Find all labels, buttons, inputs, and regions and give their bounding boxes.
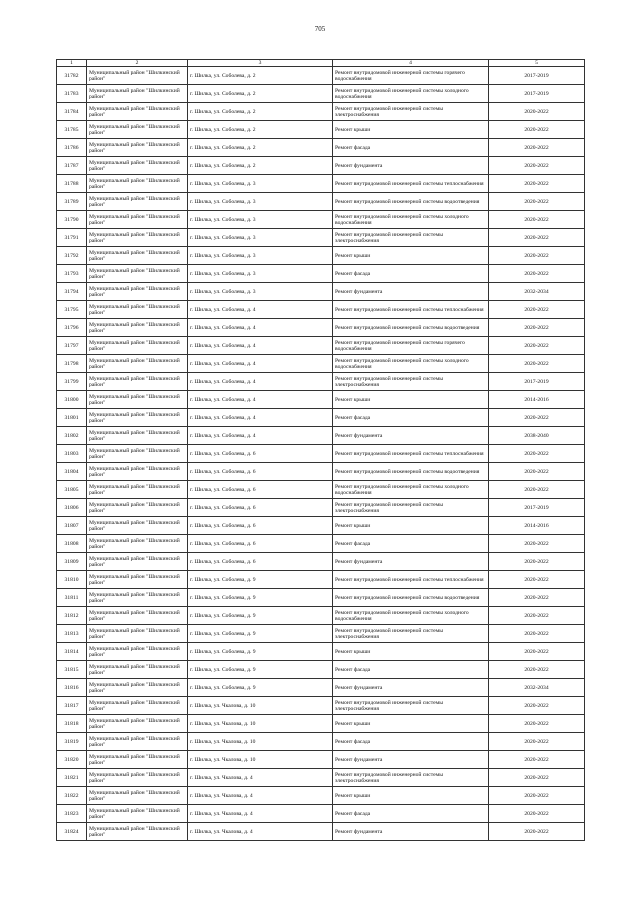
municipality-cell: Муниципальный район "Шилкинский район"	[87, 355, 188, 373]
address-cell: г. Шилка, ул. Соболева, д. 4	[188, 409, 333, 427]
work-type-cell: Ремонт крыши	[333, 715, 489, 733]
table-row	[57, 535, 585, 553]
table-row	[57, 283, 585, 301]
address-cell: г. Шилка, ул. Соболева, д. 9	[188, 661, 333, 679]
address-cell: г. Шилка, ул. Чкалова, д. 4	[188, 805, 333, 823]
period-cell: 2020-2022	[489, 301, 585, 319]
work-type-cell: Ремонт крыши	[333, 643, 489, 661]
work-type-cell: Ремонт внутридомовой инженерной системы холодного водоснабжения	[333, 355, 489, 373]
address-cell: г. Шилка, ул. Соболева, д. 4	[188, 427, 333, 445]
municipality-cell: Муниципальный район "Шилкинский район"	[87, 589, 188, 607]
table-row	[57, 301, 585, 319]
table-row	[57, 85, 585, 103]
period-cell: 2020-2022	[489, 103, 585, 121]
address-cell: г. Шилка, ул. Соболева, д. 3	[188, 175, 333, 193]
address-cell: г. Шилка, ул. Соболева, д. 6	[188, 445, 333, 463]
table-row	[57, 427, 585, 445]
municipality-cell: Муниципальный район "Шилкинский район"	[87, 535, 188, 553]
address-cell: г. Шилка, ул. Соболева, д. 6	[188, 517, 333, 535]
work-type-cell: Ремонт внутридомовой инженерной системы теплоснабжения	[333, 175, 489, 193]
period-cell: 2020-2022	[489, 589, 585, 607]
address-cell: г. Шилка, ул. Соболева, д. 6	[188, 553, 333, 571]
work-type-cell: Ремонт фасада	[333, 535, 489, 553]
period-cell: 2017-2019	[489, 85, 585, 103]
table-row	[57, 409, 585, 427]
row-number: 31782	[57, 67, 87, 85]
municipality-cell: Муниципальный район "Шилкинский район"	[87, 751, 188, 769]
work-type-cell: Ремонт внутридомовой инженерной системы холодного водоснабжения	[333, 211, 489, 229]
row-number: 31807	[57, 517, 87, 535]
header-col-2: 2	[87, 60, 188, 67]
period-cell: 2014-2016	[489, 517, 585, 535]
work-type-cell: Ремонт фундамента	[333, 823, 489, 841]
municipality-cell: Муниципальный район "Шилкинский район"	[87, 283, 188, 301]
table-row	[57, 229, 585, 247]
work-type-cell: Ремонт внутридомовой инженерной системы электроснабжения	[333, 373, 489, 391]
header-row	[57, 60, 585, 67]
work-type-cell: Ремонт внутридомовой инженерной системы электроснабжения	[333, 499, 489, 517]
address-cell: г. Шилка, ул. Соболева, д. 4	[188, 355, 333, 373]
row-number: 31788	[57, 175, 87, 193]
period-cell: 2020-2022	[489, 661, 585, 679]
work-type-cell: Ремонт крыши	[333, 247, 489, 265]
period-cell: 2020-2022	[489, 715, 585, 733]
address-cell: г. Шилка, ул. Соболева, д. 4	[188, 319, 333, 337]
work-type-cell: Ремонт фасада	[333, 661, 489, 679]
table-row	[57, 769, 585, 787]
table-row	[57, 643, 585, 661]
work-type-cell: Ремонт фундамента	[333, 157, 489, 175]
work-type-cell: Ремонт внутридомовой инженерной системы теплоснабжения	[333, 301, 489, 319]
municipality-cell: Муниципальный район "Шилкинский район"	[87, 301, 188, 319]
municipality-cell: Муниципальный район "Шилкинский район"	[87, 823, 188, 841]
row-number: 31814	[57, 643, 87, 661]
row-number: 31806	[57, 499, 87, 517]
municipality-cell: Муниципальный район "Шилкинский район"	[87, 373, 188, 391]
work-type-cell: Ремонт фундамента	[333, 679, 489, 697]
municipality-cell: Муниципальный район "Шилкинский район"	[87, 247, 188, 265]
municipality-cell: Муниципальный район "Шилкинский район"	[87, 67, 188, 85]
row-number: 31824	[57, 823, 87, 841]
period-cell: 2032-2034	[489, 679, 585, 697]
period-cell: 2020-2022	[489, 571, 585, 589]
address-cell: г. Шилка, ул. Соболева, д. 3	[188, 211, 333, 229]
period-cell: 2020-2022	[489, 247, 585, 265]
period-cell: 2020-2022	[489, 265, 585, 283]
municipality-cell: Муниципальный район "Шилкинский район"	[87, 319, 188, 337]
table-body	[57, 67, 585, 841]
table-row	[57, 265, 585, 283]
work-type-cell: Ремонт фасада	[333, 139, 489, 157]
table-row	[57, 103, 585, 121]
municipality-cell: Муниципальный район "Шилкинский район"	[87, 85, 188, 103]
table-row	[57, 139, 585, 157]
row-number: 31797	[57, 337, 87, 355]
row-number: 31804	[57, 463, 87, 481]
address-cell: г. Шилка, ул. Соболева, д. 9	[188, 589, 333, 607]
municipality-cell: Муниципальный район "Шилкинский район"	[87, 553, 188, 571]
row-number: 31818	[57, 715, 87, 733]
address-cell: г. Шилка, ул. Соболева, д. 4	[188, 301, 333, 319]
table-row	[57, 121, 585, 139]
table-row	[57, 373, 585, 391]
address-cell: г. Шилка, ул. Соболева, д. 6	[188, 499, 333, 517]
address-cell: г. Шилка, ул. Соболева, д. 3	[188, 229, 333, 247]
table-row	[57, 67, 585, 85]
work-type-cell: Ремонт крыши	[333, 787, 489, 805]
table-row	[57, 823, 585, 841]
address-cell: г. Шилка, ул. Соболева, д. 3	[188, 283, 333, 301]
row-number: 31786	[57, 139, 87, 157]
period-cell: 2020-2022	[489, 823, 585, 841]
work-type-cell: Ремонт внутридомовой инженерной системы электроснабжения	[333, 229, 489, 247]
period-cell: 2020-2022	[489, 139, 585, 157]
work-type-cell: Ремонт фасада	[333, 733, 489, 751]
table-row	[57, 697, 585, 715]
work-type-cell: Ремонт внутридомовой инженерной системы горячего водоснабжения	[333, 67, 489, 85]
municipality-cell: Муниципальный район "Шилкинский район"	[87, 787, 188, 805]
row-number: 31792	[57, 247, 87, 265]
row-number: 31783	[57, 85, 87, 103]
table-row	[57, 157, 585, 175]
row-number: 31798	[57, 355, 87, 373]
address-cell: г. Шилка, ул. Соболева, д. 3	[188, 193, 333, 211]
row-number: 31784	[57, 103, 87, 121]
address-cell: г. Шилка, ул. Соболева, д. 6	[188, 481, 333, 499]
address-cell: г. Шилка, ул. Соболева, д. 9	[188, 607, 333, 625]
address-cell: г. Шилка, ул. Чкалова, д. 10	[188, 733, 333, 751]
header-col-4: 4	[333, 60, 489, 67]
table-row	[57, 319, 585, 337]
period-cell: 2032-2034	[489, 283, 585, 301]
period-cell: 2020-2022	[489, 607, 585, 625]
work-type-cell: Ремонт внутридомовой инженерной системы электроснабжения	[333, 769, 489, 787]
address-cell: г. Шилка, ул. Соболева, д. 6	[188, 463, 333, 481]
work-type-cell: Ремонт фундамента	[333, 283, 489, 301]
table-row	[57, 751, 585, 769]
work-type-cell: Ремонт фасада	[333, 409, 489, 427]
row-number: 31808	[57, 535, 87, 553]
row-number: 31811	[57, 589, 87, 607]
table-row	[57, 517, 585, 535]
table-row	[57, 715, 585, 733]
municipality-cell: Муниципальный район "Шилкинский район"	[87, 445, 188, 463]
municipality-cell: Муниципальный район "Шилкинский район"	[87, 607, 188, 625]
header-col-5: 5	[489, 60, 585, 67]
address-cell: г. Шилка, ул. Соболева, д. 2	[188, 157, 333, 175]
row-number: 31787	[57, 157, 87, 175]
work-type-cell: Ремонт крыши	[333, 391, 489, 409]
row-number: 31793	[57, 265, 87, 283]
municipality-cell: Муниципальный район "Шилкинский район"	[87, 715, 188, 733]
period-cell: 2020-2022	[489, 409, 585, 427]
period-cell: 2020-2022	[489, 751, 585, 769]
work-type-cell: Ремонт внутридомовой инженерной системы электроснабжения	[333, 697, 489, 715]
address-cell: г. Шилка, ул. Соболева, д. 9	[188, 571, 333, 589]
table-row	[57, 463, 585, 481]
row-number: 31819	[57, 733, 87, 751]
work-type-cell: Ремонт внутридомовой инженерной системы холодного водоснабжения	[333, 607, 489, 625]
table-row	[57, 625, 585, 643]
table-row	[57, 499, 585, 517]
work-type-cell: Ремонт фасада	[333, 805, 489, 823]
period-cell: 2020-2022	[489, 463, 585, 481]
municipality-cell: Муниципальный район "Шилкинский район"	[87, 337, 188, 355]
municipality-cell: Муниципальный район "Шилкинский район"	[87, 643, 188, 661]
row-number: 31815	[57, 661, 87, 679]
row-number: 31817	[57, 697, 87, 715]
municipality-cell: Муниципальный район "Шилкинский район"	[87, 175, 188, 193]
period-cell: 2020-2022	[489, 355, 585, 373]
period-cell: 2020-2022	[489, 319, 585, 337]
table-row	[57, 571, 585, 589]
address-cell: г. Шилка, ул. Соболева, д. 2	[188, 103, 333, 121]
address-cell: г. Шилка, ул. Чкалова, д. 10	[188, 715, 333, 733]
period-cell: 2020-2022	[489, 805, 585, 823]
table-row	[57, 355, 585, 373]
municipality-cell: Муниципальный район "Шилкинский район"	[87, 121, 188, 139]
period-cell: 2020-2022	[489, 625, 585, 643]
row-number: 31823	[57, 805, 87, 823]
period-cell: 2020-2022	[489, 787, 585, 805]
row-number: 31809	[57, 553, 87, 571]
work-type-cell: Ремонт внутридомовой инженерной системы горячего водоснабжения	[333, 337, 489, 355]
table-row	[57, 175, 585, 193]
row-number: 31822	[57, 787, 87, 805]
row-number: 31802	[57, 427, 87, 445]
row-number: 31794	[57, 283, 87, 301]
row-number: 31801	[57, 409, 87, 427]
period-cell: 2020-2022	[489, 175, 585, 193]
table-row	[57, 337, 585, 355]
municipality-cell: Муниципальный район "Шилкинский район"	[87, 427, 188, 445]
period-cell: 2038-2040	[489, 427, 585, 445]
address-cell: г. Шилка, ул. Соболева, д. 2	[188, 67, 333, 85]
row-number: 31805	[57, 481, 87, 499]
table-row	[57, 679, 585, 697]
row-number: 31803	[57, 445, 87, 463]
municipality-cell: Муниципальный район "Шилкинский район"	[87, 625, 188, 643]
municipality-cell: Муниципальный район "Шилкинский район"	[87, 499, 188, 517]
period-cell: 2020-2022	[489, 121, 585, 139]
period-cell: 2020-2022	[489, 193, 585, 211]
row-number: 31799	[57, 373, 87, 391]
work-type-cell: Ремонт внутридомовой инженерной системы водоотведения	[333, 193, 489, 211]
address-cell: г. Шилка, ул. Соболева, д. 4	[188, 337, 333, 355]
work-type-cell: Ремонт внутридомовой инженерной системы водоотведения	[333, 463, 489, 481]
municipality-cell: Муниципальный район "Шилкинский район"	[87, 733, 188, 751]
address-cell: г. Шилка, ул. Чкалова, д. 4	[188, 769, 333, 787]
municipality-cell: Муниципальный район "Шилкинский район"	[87, 193, 188, 211]
table-row	[57, 247, 585, 265]
municipality-cell: Муниципальный район "Шилкинский район"	[87, 661, 188, 679]
row-number: 31813	[57, 625, 87, 643]
table-row	[57, 481, 585, 499]
municipality-cell: Муниципальный район "Шилкинский район"	[87, 211, 188, 229]
address-cell: г. Шилка, ул. Соболева, д. 6	[188, 535, 333, 553]
municipality-cell: Муниципальный район "Шилкинский район"	[87, 697, 188, 715]
period-cell: 2020-2022	[489, 697, 585, 715]
address-cell: г. Шилка, ул. Соболева, д. 2	[188, 85, 333, 103]
work-type-cell: Ремонт фундамента	[333, 553, 489, 571]
page-number: 705	[314, 25, 326, 33]
address-cell: г. Шилка, ул. Чкалова, д. 10	[188, 751, 333, 769]
table-row	[57, 607, 585, 625]
period-cell: 2017-2019	[489, 373, 585, 391]
municipality-cell: Муниципальный район "Шилкинский район"	[87, 571, 188, 589]
period-cell: 2020-2022	[489, 535, 585, 553]
row-number: 31791	[57, 229, 87, 247]
period-cell: 2020-2022	[489, 643, 585, 661]
work-type-cell: Ремонт фундамента	[333, 427, 489, 445]
period-cell: 2020-2022	[489, 769, 585, 787]
address-cell: г. Шилка, ул. Соболева, д. 9	[188, 679, 333, 697]
table-row	[57, 553, 585, 571]
municipality-cell: Муниципальный район "Шилкинский район"	[87, 139, 188, 157]
address-cell: г. Шилка, ул. Соболева, д. 2	[188, 139, 333, 157]
period-cell: 2020-2022	[489, 733, 585, 751]
work-type-cell: Ремонт крыши	[333, 517, 489, 535]
period-cell: 2017-2019	[489, 67, 585, 85]
period-cell: 2020-2022	[489, 337, 585, 355]
work-type-cell: Ремонт фасада	[333, 265, 489, 283]
work-type-cell: Ремонт внутридомовой инженерной системы водоотведения	[333, 319, 489, 337]
municipality-cell: Муниципальный район "Шилкинский район"	[87, 157, 188, 175]
address-cell: г. Шилка, ул. Соболева, д. 2	[188, 121, 333, 139]
period-cell: 2017-2019	[489, 499, 585, 517]
period-cell: 2020-2022	[489, 211, 585, 229]
table-row	[57, 193, 585, 211]
row-number: 31812	[57, 607, 87, 625]
municipality-cell: Муниципальный район "Шилкинский район"	[87, 805, 188, 823]
table-row	[57, 391, 585, 409]
municipality-cell: Муниципальный район "Шилкинский район"	[87, 409, 188, 427]
address-cell: г. Шилка, ул. Соболева, д. 4	[188, 373, 333, 391]
work-type-cell: Ремонт внутридомовой инженерной системы электроснабжения	[333, 625, 489, 643]
address-cell: г. Шилка, ул. Чкалова, д. 10	[188, 697, 333, 715]
municipality-cell: Муниципальный район "Шилкинский район"	[87, 103, 188, 121]
period-cell: 2020-2022	[489, 481, 585, 499]
row-number: 31789	[57, 193, 87, 211]
row-number: 31810	[57, 571, 87, 589]
period-cell: 2020-2022	[489, 553, 585, 571]
period-cell: 2020-2022	[489, 445, 585, 463]
row-number: 31790	[57, 211, 87, 229]
address-cell: г. Шилка, ул. Соболева, д. 3	[188, 265, 333, 283]
work-type-cell: Ремонт внутридомовой инженерной системы электроснабжения	[333, 103, 489, 121]
row-number: 31800	[57, 391, 87, 409]
row-number: 31821	[57, 769, 87, 787]
address-cell: г. Шилка, ул. Чкалова, д. 4	[188, 823, 333, 841]
municipality-cell: Муниципальный район "Шилкинский район"	[87, 481, 188, 499]
address-cell: г. Шилка, ул. Чкалова, д. 4	[188, 787, 333, 805]
table-row	[57, 445, 585, 463]
municipality-cell: Муниципальный район "Шилкинский район"	[87, 769, 188, 787]
work-type-cell: Ремонт внутридомовой инженерной системы теплоснабжения	[333, 445, 489, 463]
municipality-cell: Муниципальный район "Шилкинский район"	[87, 229, 188, 247]
address-cell: г. Шилка, ул. Соболева, д. 3	[188, 247, 333, 265]
work-type-cell: Ремонт внутридомовой инженерной системы водоотведения	[333, 589, 489, 607]
address-cell: г. Шилка, ул. Соболева, д. 9	[188, 643, 333, 661]
address-cell: г. Шилка, ул. Соболева, д. 9	[188, 625, 333, 643]
table-row	[57, 787, 585, 805]
row-number: 31796	[57, 319, 87, 337]
works-table	[56, 59, 585, 841]
row-number: 31816	[57, 679, 87, 697]
header-col-3: 3	[188, 60, 333, 67]
table-row	[57, 805, 585, 823]
table-row	[57, 211, 585, 229]
row-number: 31795	[57, 301, 87, 319]
municipality-cell: Муниципальный район "Шилкинский район"	[87, 265, 188, 283]
row-number: 31820	[57, 751, 87, 769]
work-type-cell: Ремонт крыши	[333, 121, 489, 139]
work-type-cell: Ремонт внутридомовой инженерной системы теплоснабжения	[333, 571, 489, 589]
municipality-cell: Муниципальный район "Шилкинский район"	[87, 679, 188, 697]
period-cell: 2020-2022	[489, 229, 585, 247]
municipality-cell: Муниципальный район "Шилкинский район"	[87, 391, 188, 409]
address-cell: г. Шилка, ул. Соболева, д. 4	[188, 391, 333, 409]
work-type-cell: Ремонт фундамента	[333, 751, 489, 769]
municipality-cell: Муниципальный район "Шилкинский район"	[87, 463, 188, 481]
row-number: 31785	[57, 121, 87, 139]
municipality-cell: Муниципальный район "Шилкинский район"	[87, 517, 188, 535]
work-type-cell: Ремонт внутридомовой инженерной системы холодного водоснабжения	[333, 85, 489, 103]
work-type-cell: Ремонт внутридомовой инженерной системы холодного водоснабжения	[333, 481, 489, 499]
period-cell: 2014-2016	[489, 391, 585, 409]
header-col-1: 1	[57, 60, 87, 67]
period-cell: 2020-2022	[489, 157, 585, 175]
table-row	[57, 589, 585, 607]
table-row	[57, 733, 585, 751]
table-row	[57, 661, 585, 679]
